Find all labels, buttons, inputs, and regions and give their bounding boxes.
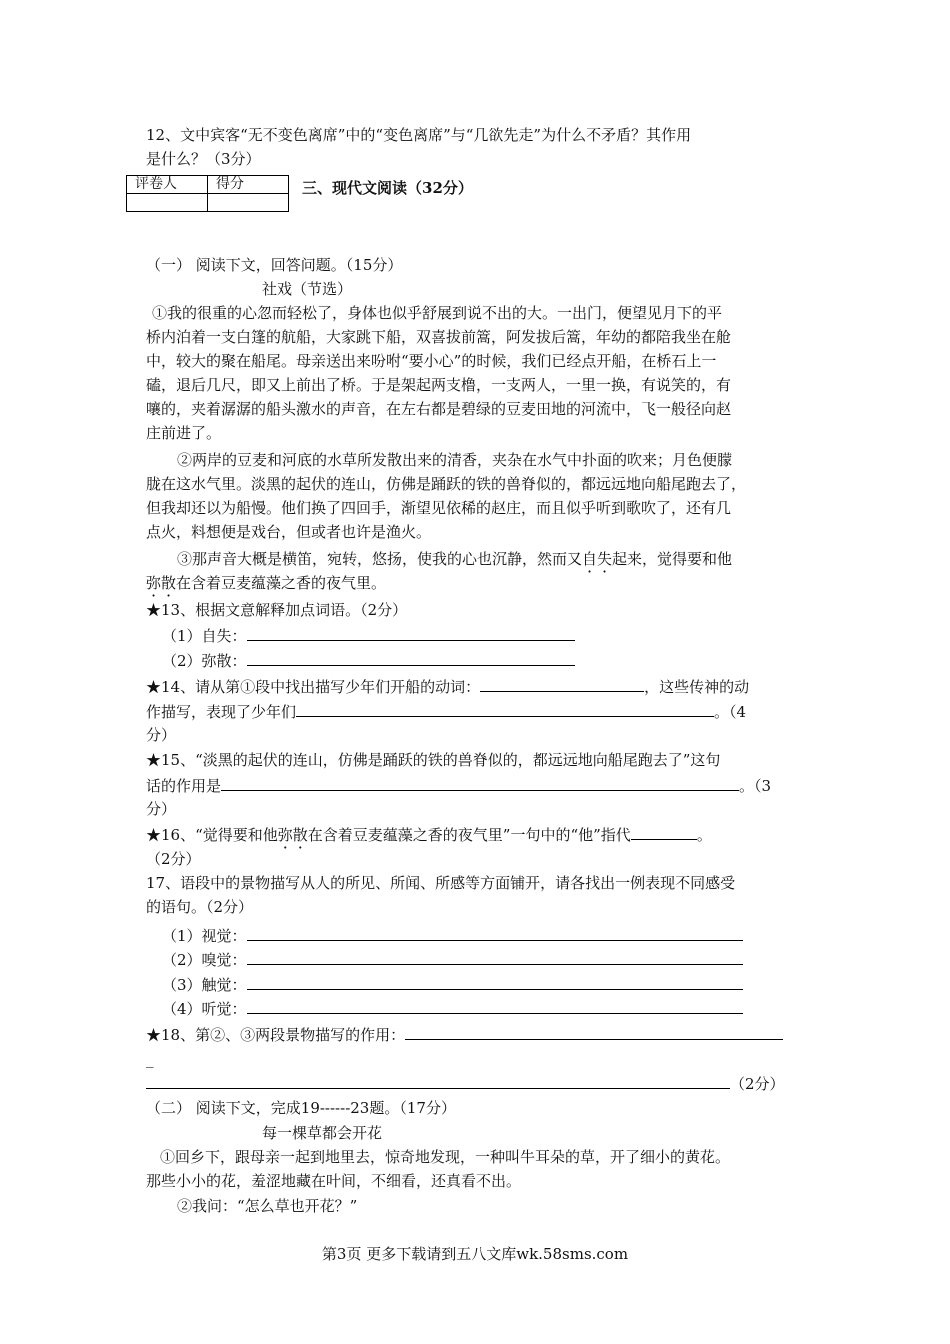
p3-dotted-char-shi: 失 <box>597 550 613 568</box>
q15-line2-text-a: 话的作用是 <box>146 777 222 795</box>
q16-line1 <box>146 823 712 846</box>
q18-line1-label: ★18、第②、③两段景物描写的作用： <box>146 1026 406 1044</box>
q15-line2-text-b: 。（3 <box>739 777 772 795</box>
p3-dotted-char-zi: 自 <box>582 550 598 568</box>
q18-blank-1[interactable] <box>405 1023 783 1040</box>
q17-answer-visual <box>162 924 743 947</box>
q17-line2: 的语句。（2分） <box>146 898 254 916</box>
p3-line1-text-a: ③那声音大概是横笛，宛转，悠扬，使我的心也沉静，然而又 <box>177 550 583 568</box>
q17-smell-label: （2）嗅觉： <box>162 951 247 969</box>
q13-answer1 <box>162 624 575 647</box>
p2-line2: 胧在这水气里。淡黑的起伏的连山，仿佛是踊跃的铁的兽脊似的，都远远地向船尾跑去了， <box>146 475 747 493</box>
q14-line1-text-b: ，这些传神的动 <box>644 678 750 696</box>
part1-title: 社戏（节选） <box>262 280 353 298</box>
q15-line2 <box>146 774 771 797</box>
p1-line6: 庄前进了。 <box>146 424 222 442</box>
part2-p1-line2: 那些小小的花，羞涩地藏在叶间，不细看，还真看不出。 <box>146 1172 522 1190</box>
q17-touch-blank[interactable] <box>247 973 743 990</box>
q17-visual-label: （1）视觉： <box>162 927 247 945</box>
q18-line2: _ <box>146 1050 154 1068</box>
q13-answer2-blank[interactable] <box>247 649 575 666</box>
p2-line3: 但我却还以为船慢。他们换了四回手，渐望见依稀的赵庄，而且似乎听到歌吹了，还有几 <box>146 499 732 517</box>
q17-smell-blank[interactable] <box>247 948 743 965</box>
q17-answer-smell <box>162 948 743 971</box>
p3-dotted-char-san: 散 <box>161 574 177 592</box>
q14-effect-blank[interactable] <box>296 700 714 717</box>
q16-dotted-char-mi: 弥 <box>277 826 293 844</box>
q15-line3: 分） <box>146 800 177 818</box>
p3-dotted-char-mi: 弥 <box>146 574 162 592</box>
p1-line2: 桥内泊着一支白篷的航船，大家跳下船，双喜拔前篙，阿发拔后篙，年幼的都陪我坐在舱 <box>146 328 732 346</box>
p3-line1-text-b: 起来，觉得要和他 <box>612 550 733 568</box>
q17-answer-hearing <box>162 997 743 1020</box>
q12-line1: 12、文中宾客“无不变色离席”中的“变色离席”与“几欲先走”为什么不矛盾？其作用 <box>146 126 692 144</box>
p1-line1: ①我的很重的心忽而轻松了，身体也似乎舒展到说不出的大。一出门，便望见月下的平 <box>152 304 723 322</box>
score-table-reviewer-cell[interactable] <box>127 194 208 212</box>
q17-answer-touch <box>162 973 743 996</box>
q18-score: （2分） <box>730 1075 785 1093</box>
q13-answer2-label: （2）弥散： <box>162 652 247 670</box>
p1-line3: 中，较大的聚在船尾。母亲送出来吩咐“要小心”的时候，我们已经点开船，在桥石上一 <box>146 352 717 370</box>
q17-hearing-label: （4）听觉： <box>162 1000 247 1018</box>
q14-verb-blank[interactable] <box>480 675 644 692</box>
q12-line2: 是什么？（3分） <box>146 150 261 168</box>
p2-line1: ②两岸的豆麦和河底的水草所发散出来的清香，夹杂在水气中扑面的吹来；月色便朦 <box>177 451 733 469</box>
q16-line1-text-b: 在含着豆麦蕴藻之香的夜气里”一句中的“他”指代 <box>307 826 631 844</box>
p1-line5: 嚷的，夹着潺潺的船头激水的声音，在左右都是碧绿的豆麦田地的河流中，飞一般径向赵 <box>146 400 732 418</box>
q17-line1: 17、语段中的景物描写从人的所见、所闻、所感等方面铺开，请各找出一例表现不同感受 <box>146 874 736 892</box>
q13-title: ★13、根据文意解释加点词语。（2分） <box>146 601 408 619</box>
q16-line1-text-c: 。 <box>696 826 712 844</box>
q14-line3: 分） <box>146 726 177 744</box>
score-table <box>126 175 289 212</box>
q18-line1 <box>146 1023 783 1046</box>
score-table-score: 得分 <box>208 176 289 194</box>
q13-answer1-label: （1）自失： <box>162 627 247 645</box>
q13-answer2 <box>162 649 575 672</box>
p1-line4: 磕，退后几尺，即又上前出了桥。于是架起两支橹，一支两人，一里一换，有说笑的，有 <box>146 376 732 394</box>
q14-line2-text-a: 作描写，表现了少年们 <box>146 703 297 721</box>
section3-title: 三、现代文阅读（32分） <box>302 179 473 197</box>
q14-line1-text-a: ★14、请从第①段中找出描写少年们开船的动词： <box>146 678 481 696</box>
part1-intro: （一） 阅读下文，回答问题。（15分） <box>146 256 403 274</box>
p2-line4: 点火，料想便是戏台，但或者也许是渔火。 <box>146 523 432 541</box>
part2-p2: ②我问：“怎么草也开花？” <box>177 1197 358 1215</box>
q15-line1: ★15、“淡黑的起伏的连山，仿佛是踊跃的铁的兽脊似的，都远远地向船尾跑去了”这句 <box>146 751 721 769</box>
q18-line3 <box>146 1072 785 1095</box>
q15-blank[interactable] <box>221 774 739 791</box>
q17-visual-blank[interactable] <box>247 924 743 941</box>
p3-line2 <box>146 572 386 594</box>
q16-line1-text-a: ★16、“觉得要和他 <box>146 826 278 844</box>
score-table-reviewer: 评卷人 <box>127 176 208 194</box>
score-table-score-cell[interactable] <box>208 194 289 212</box>
q17-touch-label: （3）触觉： <box>162 976 247 994</box>
part2-p1-line1: ①回乡下，跟母亲一起到地里去，惊奇地发现，一种叫牛耳朵的草，开了细小的黄花。 <box>160 1148 731 1166</box>
page-footer: 第3页 更多下载请到五八文库wk.58sms.com <box>321 1245 629 1263</box>
p3-line1 <box>177 548 732 570</box>
q16-line2: （2分） <box>146 850 201 868</box>
q14-line2-text-b: 。（4 <box>714 703 747 721</box>
q16-dotted-char-san: 散 <box>292 826 308 844</box>
q14-line2 <box>146 700 746 723</box>
q18-blank-2[interactable] <box>146 1072 730 1089</box>
q16-blank[interactable] <box>631 823 697 840</box>
q14-line1 <box>146 675 749 698</box>
q13-answer1-blank[interactable] <box>247 624 575 641</box>
p3-line2-text-b: 在含着豆麦蕴藻之香的夜气里。 <box>176 574 387 592</box>
q17-hearing-blank[interactable] <box>247 997 743 1014</box>
part2-intro: （二） 阅读下文，完成19------23题。（17分） <box>146 1099 456 1117</box>
part2-title: 每一棵草都会开花 <box>262 1124 383 1142</box>
